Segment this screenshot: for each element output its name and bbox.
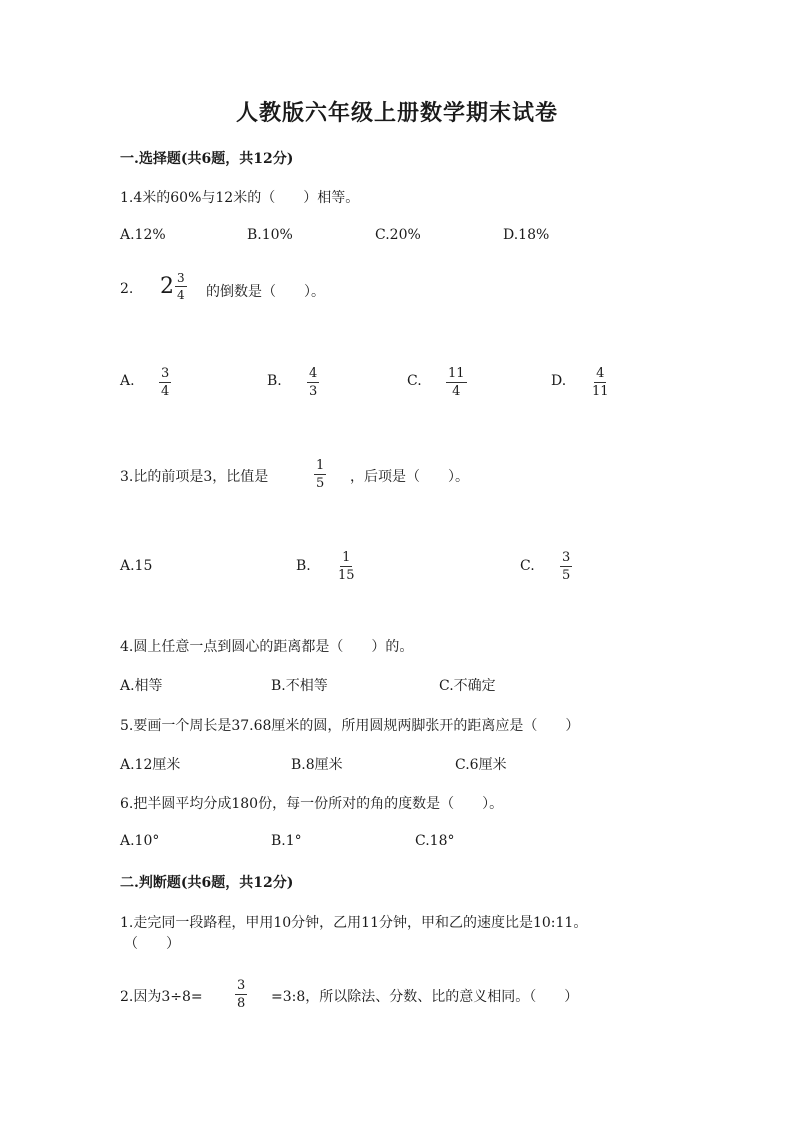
q1-option-a: A.12% <box>120 227 166 243</box>
judgement-1-line2: （ ） <box>124 936 180 952</box>
numerator: 3 <box>161 366 170 381</box>
q2-option-b-label: B. <box>267 373 282 389</box>
q2-option-c-fraction <box>446 367 467 398</box>
q2-option-b-fraction <box>307 367 319 398</box>
judgement-2-text-before: 2.因为3÷8= <box>120 989 203 1005</box>
q5-option-a: A.12厘米 <box>120 757 181 773</box>
question-3-text-before: 3.比的前项是3，比值是 <box>120 469 269 485</box>
numerator: 1 <box>316 458 325 473</box>
judgement-2-text-after: =3:8，所以除法、分数、比的意义相同。（ ） <box>271 989 579 1005</box>
numerator: 4 <box>596 366 605 381</box>
q3-option-b-label: B. <box>296 558 311 574</box>
q2-option-a-label: A. <box>120 373 135 389</box>
question-4: 4.圆上任意一点到圆心的距离都是（ ）的。 <box>120 639 414 655</box>
question-2-number: 2. <box>120 281 134 297</box>
question-3-fraction <box>314 459 326 490</box>
numerator: 11 <box>448 366 465 381</box>
q3-option-b-fraction <box>336 551 357 582</box>
section-heading-judgement: 二.判断题(共6题，共12分) <box>120 875 294 891</box>
denominator: 4 <box>452 384 461 399</box>
q6-option-b: B.1° <box>271 833 302 849</box>
denominator: 5 <box>316 476 325 491</box>
denominator: 4 <box>161 384 170 399</box>
section-heading-choice: 一.选择题(共6题，共12分) <box>120 151 294 167</box>
q4-option-c: C.不确定 <box>439 678 496 694</box>
numerator: 1 <box>342 550 351 565</box>
q4-option-a: A.相等 <box>120 678 163 694</box>
mixed-denominator: 4 <box>177 288 185 302</box>
q3-option-c-label: C. <box>520 558 535 574</box>
q2-option-c-label: C. <box>407 373 422 389</box>
q6-option-a: A.10° <box>120 833 160 849</box>
judgement-2-fraction <box>235 979 247 1010</box>
denominator: 5 <box>562 568 571 583</box>
question-1: 1.4米的60%与12米的（ ）相等。 <box>120 190 360 206</box>
q1-option-d: D.18% <box>503 227 550 243</box>
q3-option-c-fraction <box>560 551 572 582</box>
denominator: 3 <box>309 384 318 399</box>
q2-option-d-fraction <box>590 367 611 398</box>
numerator: 3 <box>562 550 571 565</box>
q1-option-c: C.20% <box>375 227 421 243</box>
denominator: 8 <box>237 996 246 1011</box>
q6-option-c: C.18° <box>415 833 455 849</box>
mixed-whole: 2 <box>160 274 174 299</box>
q4-option-b: B.不相等 <box>271 678 328 694</box>
numerator: 3 <box>237 978 246 993</box>
judgement-1-line1: 1.走完同一段路程，甲用10分钟，乙用11分钟，甲和乙的速度比是10:11。 <box>120 915 588 931</box>
page-title: 人教版六年级上册数学期末试卷 <box>235 100 558 126</box>
question-2-mixed-number <box>160 272 187 301</box>
question-6: 6.把半圆平均分成180份，每一份所对的角的度数是（ ）。 <box>120 796 504 812</box>
q2-option-a-fraction <box>159 367 171 398</box>
denominator: 15 <box>338 568 355 583</box>
question-3-text-after: ，后项是（ ）。 <box>350 469 469 485</box>
question-5: 5.要画一个周长是37.68厘米的圆，所用圆规两脚张开的距离应是（ ） <box>120 718 580 734</box>
denominator: 11 <box>592 384 609 399</box>
numerator: 4 <box>309 366 318 381</box>
question-2-text: 的倒数是（ ）。 <box>206 284 325 300</box>
q5-option-b: B.8厘米 <box>291 757 343 773</box>
q3-option-a: A.15 <box>120 558 153 574</box>
q5-option-c: C.6厘米 <box>455 757 507 773</box>
q2-option-d-label: D. <box>551 373 567 389</box>
mixed-numerator: 3 <box>177 271 185 285</box>
q1-option-b: B.10% <box>247 227 293 243</box>
